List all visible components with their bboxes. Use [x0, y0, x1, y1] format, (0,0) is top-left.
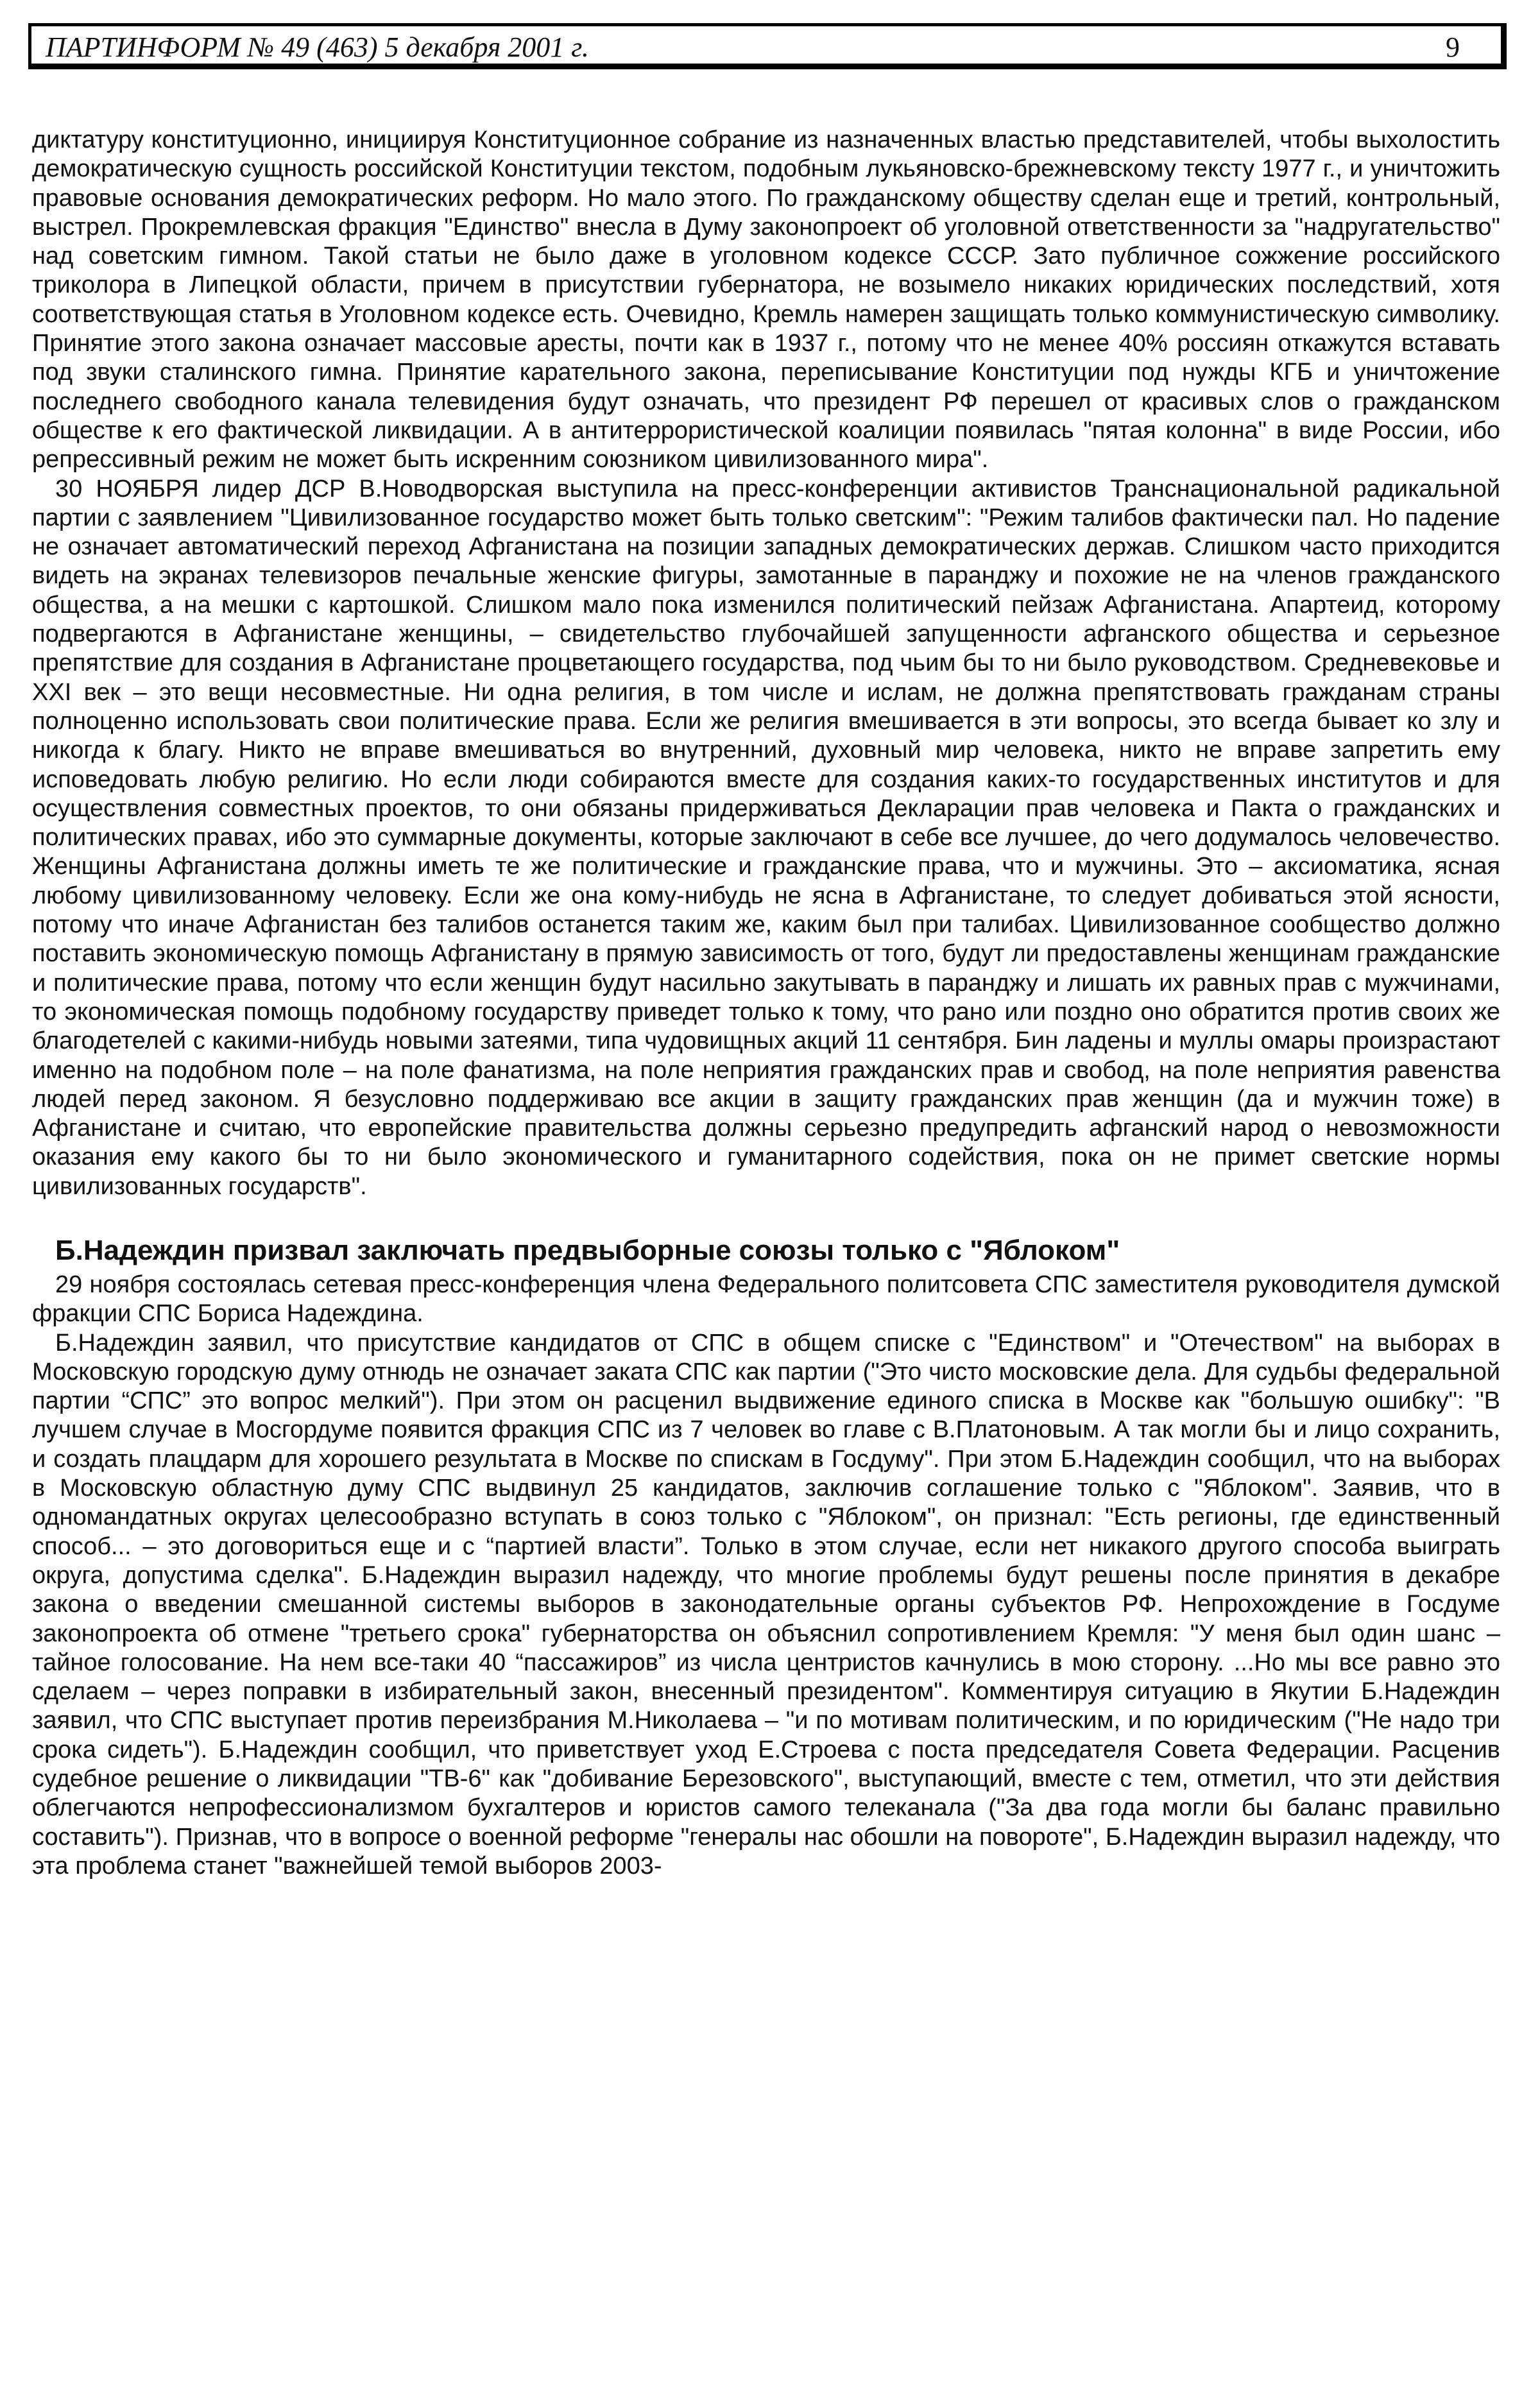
page-number: 9 [1446, 31, 1460, 63]
article-paragraph: 29 ноября состоялась сетевая пресс-конференция члена Федерального политсовета СПС заместителя руководителя думской фракции СПС Бориса Надеждина. [32, 1271, 1500, 1328]
article-paragraph: Б.Надеждин заявил, что присутствие кандидатов от СПС в общем списке с "Единством" и "Отечеством" на выборах в Московскую городскую думу отнюдь не означает заката СПС как партии ("Это чисто московские дела. Для судьбы федеральной партии “СПС” это вопрос мелкий"). При этом он расценил выдвижение единого списка в Москве как "большую ошибку": "В лучшем случае в Мосгордуме появится фракция СПС из 7 человек во главе с В.Платоновым. А так могли бы и лицо сохранить, и создать плацдарм для хорошего результата в Москве по спискам в Госдуму". При этом Б.Надеждин сообщил, что на выборах в Московскую областную думу СПС выдвинул 25 кандидатов, заключив соглашение только с "Яблоком". Заявив, что в одномандатных округах целесообразно вступать в союз только с "Яблоком", он признал: "Есть регионы, где единственный способ... – это договориться еще и с “партией власти”. Только в этом случае, если нет никакого другого способа выиграть округа, допустима сделка". Б.Надеждин выразил надежду, что многие проблемы будут решены после принятия в декабре закона о введении смешанной системы выборов в законодательные органы субъектов РФ. Непрохождение в Госдуме законопроекта об отмене "третьего срока" губернаторства он объяснил сопротивлением Кремля: "У меня был один шанс – тайное голосование. На нем все-таки 40 “пассажиров” из числа центристов качнулись в мою сторону. ...Но мы все равно это сделаем – через поправки в избирательный закон, внесенный президентом". Комментируя ситуацию в Якутии Б.Надеждин заявил, что СПС выступает против переизбрания М.Николаева – "и по мотивам политическим, и по юридическим ("Не надо три срока сидеть"). Б.Надеждин сообщил, что приветствует уход Е.Строева с поста председателя Совета Федерации. Расценив судебное решение о ликвидации "ТВ-6" как "добивание Березовского", выступающий, вместе с тем, отметил, что эти действия облегчаются непрофессионализмом бухгалтеров и юристов самого телеканала ("За два года могли бы баланс правильно составить"). Признав, что в вопросе о военной реформе "генералы нас обошли на повороте", Б.Надеждин выразил надежду, что эта проблема станет "важнейшей темой выборов 2003- [32, 1329, 1500, 1880]
article-paragraph: диктатуру конституционно, инициируя Конституционное собрание из назначенных властью представителей, чтобы выхолостить демократическую сущность российской Конституции текстом, подобным лукьяновско-брежневскому тексту 1977 г., и уничтожить правовые основания демократических реформ. Но мало этого. По гражданскому обществу сделан еще и третий, контрольный, выстрел. Прокремлевская фракция "Единство" внесла в Думу законопроект об уголовной ответственности за "надругательство" над советским гимном. Такой статьи не было даже в уголовном кодексе СССР. Зато публичное сожжение российского триколора в Липецкой области, причем в присутствии губернатора, не возымело никаких юридических последствий, хотя соответствующая статья в Уголовном кодексе есть. Очевидно, Кремль намерен защищать только коммунистическую символику. Принятие этого закона означает массовые аресты, почти как в 1937 г., потому что не менее 40% россиян откажутся вставать под звуки сталинского гимна. Принятие карательного закона, переписывание Конституции под нужды КГБ и уничтожение последнего свободного канала телевидения будут означать, что президент РФ перешел от красивых слов о гражданском обществе к его фактической ликвидации. А в антитеррористической коалиции появилась "пятая колонна" в виде России, ибо репрессивный режим не может быть искренним союзником цивилизованного мира". [32, 126, 1500, 474]
article-heading: Б.Надеждин призвал заключать предвыборные союзы только с "Яблоком" [55, 1234, 1120, 1266]
publication-title: ПАРТИНФОРМ № 49 (463) 5 декабря 2001 г. [46, 31, 589, 63]
page-content [32, 126, 1500, 1881]
page-header [28, 23, 1507, 69]
article-paragraph: 30 НОЯБРЯ лидер ДСР В.Новодворская выступила на пресс-конференции активистов Транснациональной радикальной партии с заявлением "Цивилизованное государство может быть только светским": "Режим талибов фактически пал. Но падение не означает автоматический переход Афганистана на позиции западных демократических держав. Слишком часто приходится видеть на экранах телевизоров печальные женские фигуры, замотанные в паранджу и похожие не на членов гражданского общества, а на мешки с картошкой. Слишком мало пока изменился политический пейзаж Афганистана. Апартеид, которому подвергаются в Афганистане женщины, – свидетельство глубочайшей запущенности афганского общества и серьезное препятствие для создания в Афганистане процветающего государства, под чьим бы то ни было руководством. Средневековье и XXI век – это вещи несовместные. Ни одна религия, в том числе и ислам, не должна препятствовать гражданам страны полноценно использовать свои политические права. Если же религия вмешивается в эти вопросы, это всегда бывает ко злу и никогда к благу. Никто не вправе вмешиваться во внутренний, духовный мир человека, никто не вправе запретить ему исповедовать любую религию. Но если люди собираются вместе для создания каких-то государственных институтов и для осуществления совместных проектов, то они обязаны придерживаться Декларации прав человека и Пакта о гражданских и политических правах, ибо это суммарные документы, которые заключают в себе все лучшее, до чего додумалось человечество. Женщины Афганистана должны иметь те же политические и гражданские права, что и мужчины. Это – аксиоматика, ясная любому цивилизованному человеку. Если же она кому-нибудь не ясна в Афганистане, то следует добиваться этой ясности, потому что иначе Афганистан без талибов останется таким же, каким был при талибах. Цивилизованное сообщество должно поставить экономическую помощь Афганистану в прямую зависимость от того, будут ли предоставлены женщинам гражданские и политические права, потому что если женщин будут насильно закутывать в паранджу и лишать их равных прав с мужчинами, то экономическая помощь подобному государству приведет только к тому, что рано или поздно оно обратится против своих же благодетелей с какими-нибудь новыми затеями, типа чудовищных акций 11 сентября. Бин ладены и муллы омары произрастают именно на подобном поле – на поле фанатизма, на поле неприятия гражданских прав и свобод, на поле неприятия равенства людей перед законом. Я безусловно поддерживаю все акции в защиту гражданских прав женщин (да и мужчин тоже) в Афганистане и считаю, что европейские правительства должны серьезно предупредить афганский народ о невозможности оказания ему какого бы то ни было экономического и гуманитарного содействия, пока он не примет светские нормы цивилизованных государств". [32, 475, 1500, 1200]
